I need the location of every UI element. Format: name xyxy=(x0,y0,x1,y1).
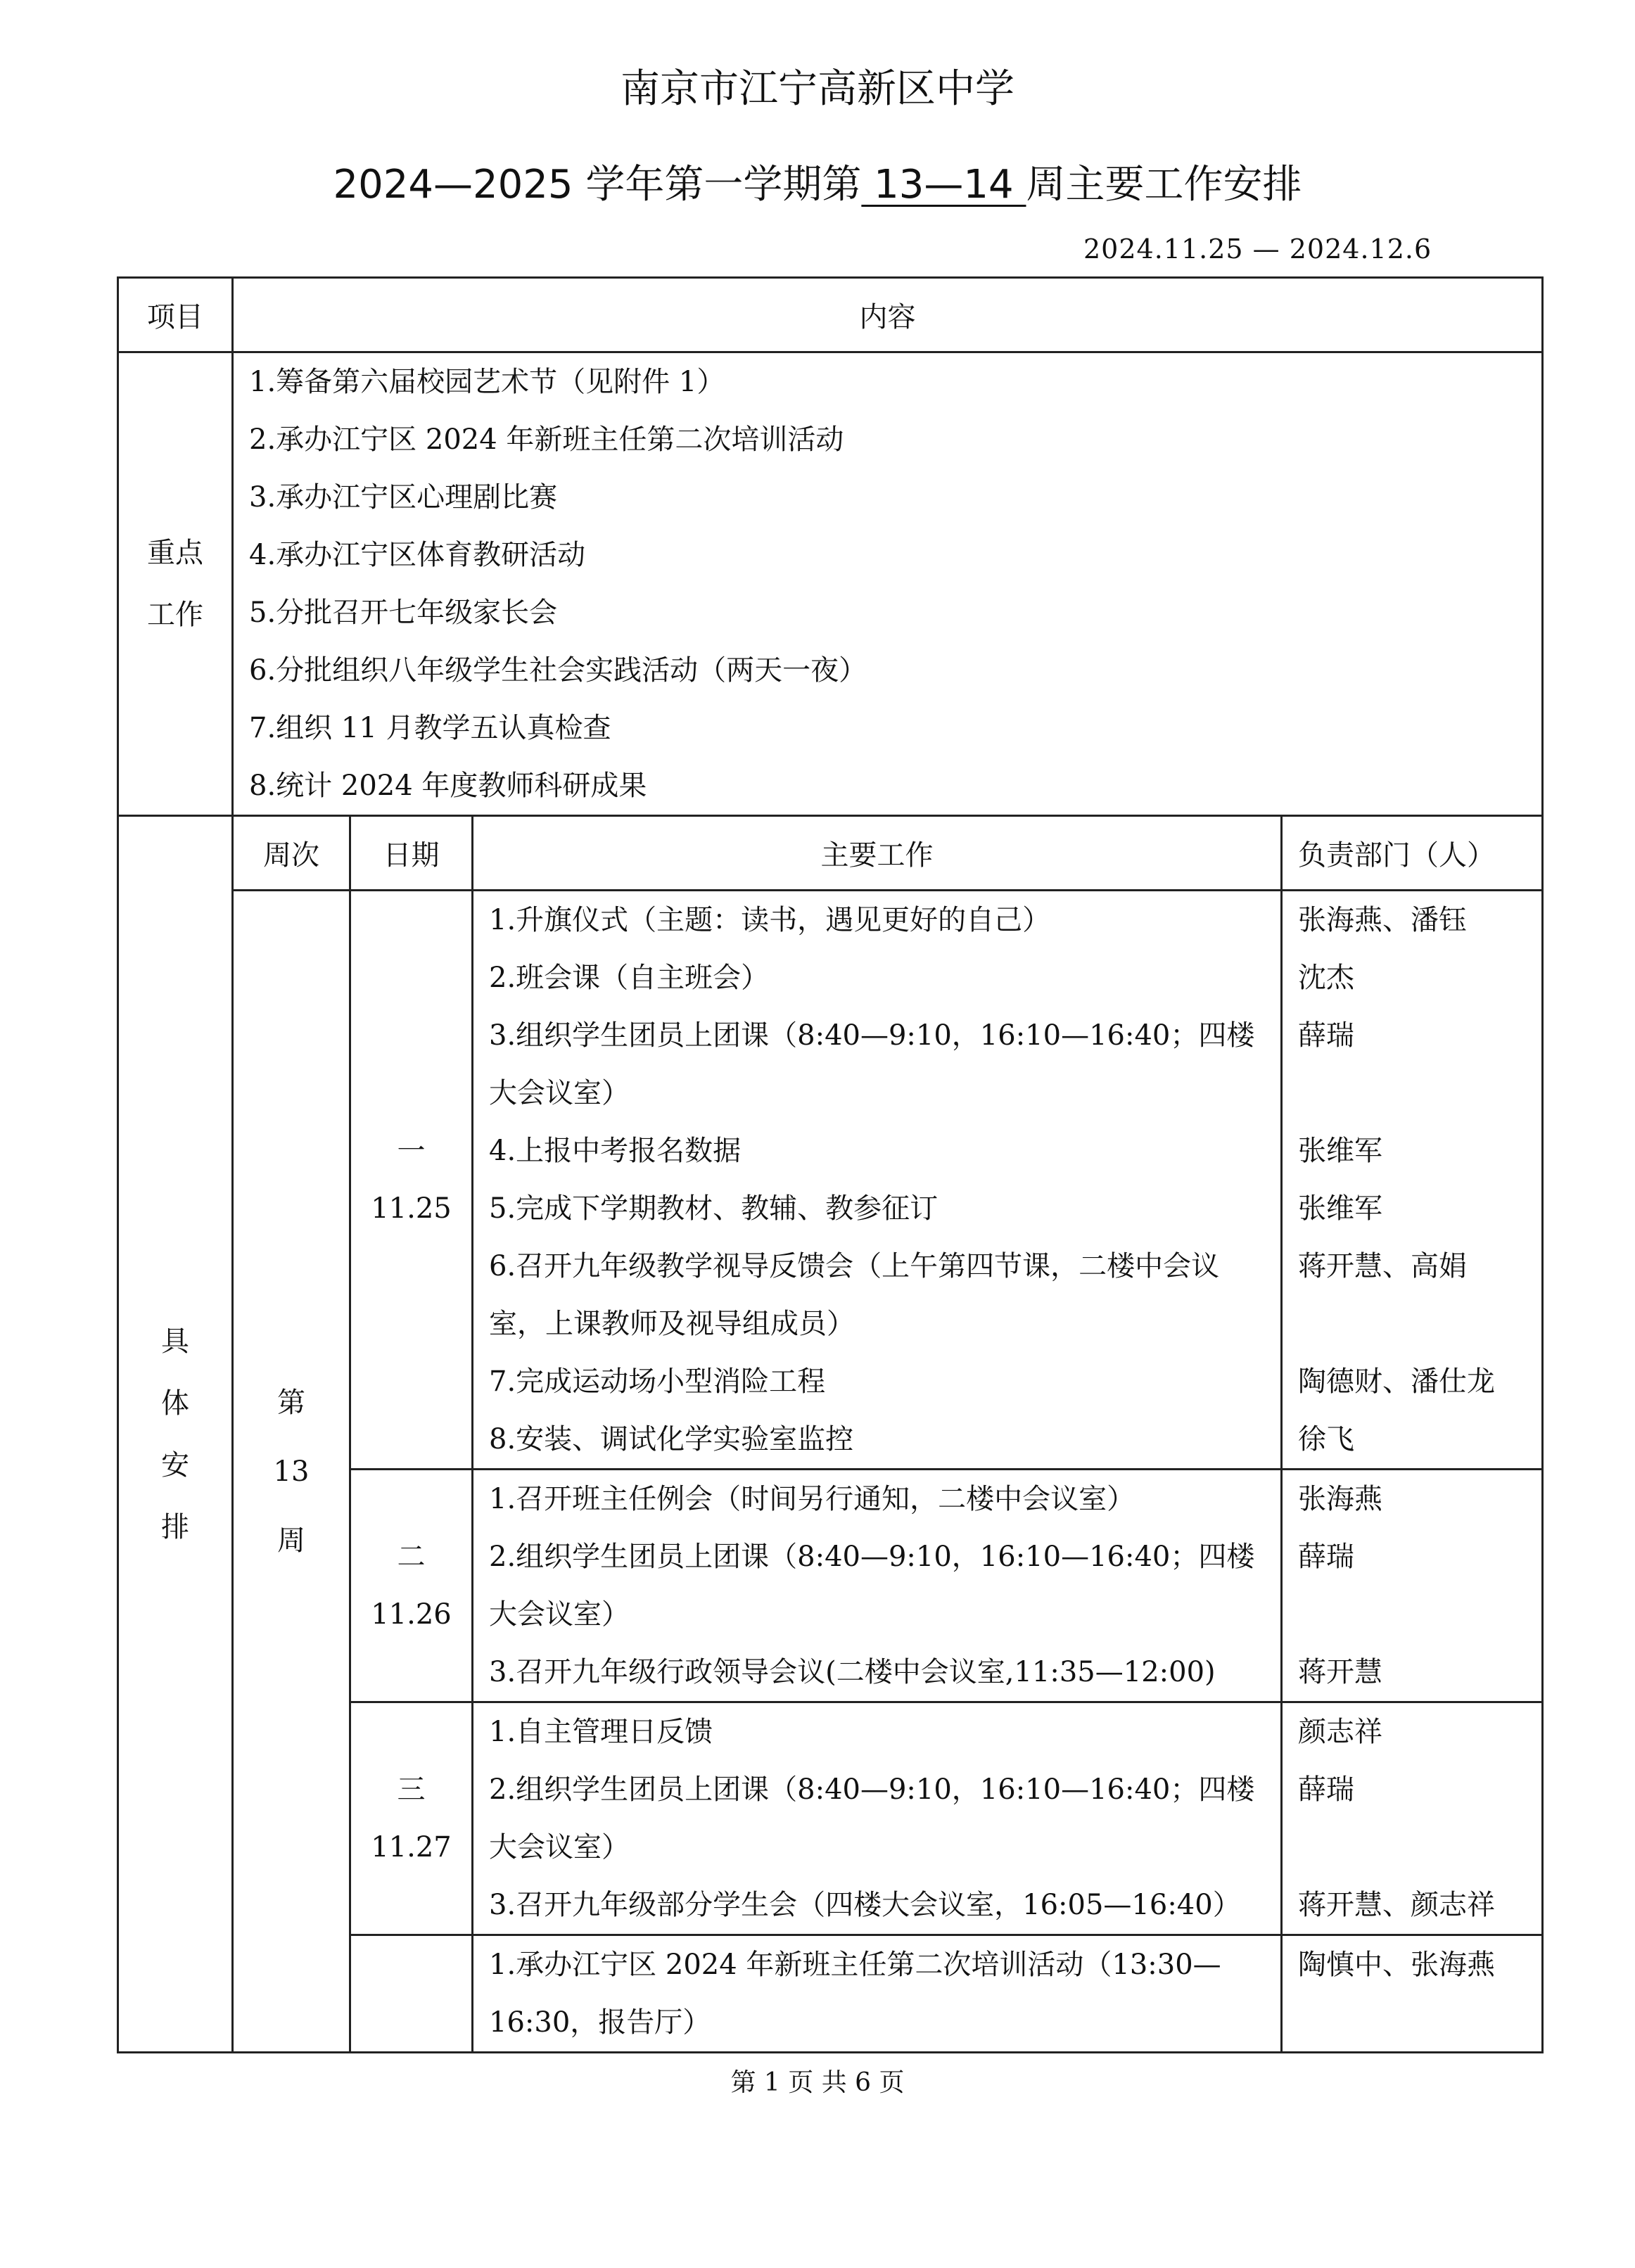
subtitle-weeks: 13—14 xyxy=(861,162,1026,208)
key-work-label-line1: 重点 xyxy=(147,537,203,569)
key-work-label-line2: 工作 xyxy=(147,599,203,631)
dept-line xyxy=(1298,1818,1541,1876)
dept-cell xyxy=(1282,1935,1543,2053)
document-title: 南京市江宁高新区中学 xyxy=(621,66,1014,112)
key-work-item: 3.承办江宁区心理剧比赛 xyxy=(249,481,558,514)
day-date: 11.25 xyxy=(371,1192,452,1225)
work-line: 1.承办江宁区 2024 年新班主任第二次培训活动（13:30— xyxy=(489,1949,1221,1981)
dept-cell xyxy=(1282,1702,1543,1935)
dept-line: 陶慎中、张海燕 xyxy=(1298,1949,1495,1981)
dept-cell xyxy=(1282,1470,1543,1702)
dept-line: 张海燕、潘钰 xyxy=(1298,904,1467,936)
work-line: 1.自主管理日反馈 xyxy=(489,1716,713,1748)
document-subtitle xyxy=(0,153,1635,210)
subtitle-suffix: 周主要工作安排 xyxy=(1026,162,1302,208)
day-cell xyxy=(350,1470,473,1702)
schedule-label-char: 排 xyxy=(161,1510,189,1543)
dept-line: 张维军 xyxy=(1298,1192,1382,1225)
schedule-label-char: 安 xyxy=(161,1448,189,1482)
dept-line: 薛瑞 xyxy=(1298,1773,1354,1806)
work-line: 16:30，报告厅） xyxy=(489,2006,711,2039)
work-line: 2.班会课（自主班会） xyxy=(489,962,770,994)
dept-line: 陶德财、潘仕龙 xyxy=(1298,1365,1495,1398)
week-label-part: 13 xyxy=(273,1455,310,1488)
col-date: 日期 xyxy=(350,816,473,891)
col-week: 周次 xyxy=(233,816,350,891)
work-line: 大会议室） xyxy=(489,1598,630,1631)
week-label-part: 第 xyxy=(277,1386,305,1419)
schedule-header-row xyxy=(118,816,1543,891)
dept-line xyxy=(1298,1295,1541,1353)
col-work: 主要工作 xyxy=(473,816,1282,891)
key-work-item: 7.组织 11 月教学五认真检查 xyxy=(249,712,611,744)
key-work-list xyxy=(233,352,1543,816)
work-cell xyxy=(473,1702,1282,1935)
dept-line xyxy=(1298,1994,1541,2051)
header-row xyxy=(118,278,1543,352)
work-line: 2.组织学生团员上团课（8:40—9:10，16:10—16:40；四楼 xyxy=(489,1773,1255,1806)
work-line: 3.组织学生团员上团课（8:40—9:10，16:10—16:40；四楼 xyxy=(489,1019,1255,1052)
page-footer: 第 1 页 共 6 页 xyxy=(730,2068,905,2097)
dept-line: 颜志祥 xyxy=(1298,1716,1382,1748)
work-line: 8.安装、调试化学实验室监控 xyxy=(489,1423,854,1455)
key-work-item: 4.承办江宁区体育教研活动 xyxy=(249,539,586,571)
header-item: 项目 xyxy=(118,278,233,352)
dept-line xyxy=(1298,1064,1541,1122)
key-work-item: 8.统计 2024 年度教师科研成果 xyxy=(249,770,647,802)
day-weekday: 一 xyxy=(397,1135,426,1167)
key-work-item: 5.分批召开七年级家长会 xyxy=(249,597,558,629)
week-cell xyxy=(233,891,350,2053)
dept-line: 薛瑞 xyxy=(1298,1019,1354,1052)
day-date: 11.27 xyxy=(371,1831,452,1864)
key-work-item: 1.筹备第六届校园艺术节（见附件 1） xyxy=(249,366,725,398)
day-weekday: 三 xyxy=(397,1773,426,1806)
schedule-label-char: 具 xyxy=(161,1325,189,1358)
key-work-row xyxy=(118,352,1543,816)
dept-line: 张维军 xyxy=(1298,1135,1382,1167)
work-line: 7.完成运动场小型消险工程 xyxy=(489,1365,826,1398)
work-line: 5.完成下学期教材、教辅、教参征订 xyxy=(489,1192,939,1225)
work-line: 1.召开班主任例会（时间另行通知，二楼中会议室） xyxy=(489,1483,1135,1515)
work-line: 大会议室） xyxy=(489,1077,630,1109)
date-range: 2024.11.25 — 2024.12.6 xyxy=(1083,234,1432,265)
work-line: 4.上报中考报名数据 xyxy=(489,1135,742,1167)
dept-cell xyxy=(1282,891,1543,1470)
key-work-item: 2.承办江宁区 2024 年新班主任第二次培训活动 xyxy=(249,423,844,456)
dept-line: 蒋开慧、颜志祥 xyxy=(1298,1889,1495,1921)
dept-line: 薛瑞 xyxy=(1298,1541,1354,1573)
work-line: 3.召开九年级部分学生会（四楼大会议室，16:05—16:40） xyxy=(489,1889,1241,1921)
day-cell xyxy=(350,1935,473,2053)
day-cell xyxy=(350,891,473,1470)
work-line: 1.升旗仪式（主题：读书，遇见更好的自己） xyxy=(489,904,1051,936)
col-dept: 负责部门（人） xyxy=(1282,816,1543,891)
subtitle-prefix: 2024—2025 学年第一学期第 xyxy=(333,162,862,208)
work-line: 2.组织学生团员上团课（8:40—9:10，16:10—16:40；四楼 xyxy=(489,1541,1255,1573)
dept-line: 蒋开慧、高娟 xyxy=(1298,1250,1467,1282)
key-work-label xyxy=(118,352,233,816)
work-line: 3.召开九年级行政领导会议(二楼中会议室,11:35—12:00) xyxy=(489,1656,1216,1688)
dept-line: 徐飞 xyxy=(1298,1423,1354,1455)
work-cell xyxy=(473,1470,1282,1702)
work-line: 大会议室） xyxy=(489,1831,630,1864)
dept-line xyxy=(1298,1586,1541,1643)
day-cell xyxy=(350,1702,473,1935)
dept-line: 蒋开慧 xyxy=(1298,1656,1382,1688)
work-line: 6.召开九年级教学视导反馈会（上午第四节课，二楼中会议 xyxy=(489,1250,1220,1282)
schedule-label xyxy=(118,816,233,2053)
work-line: 室，上课教师及视导组成员） xyxy=(489,1308,855,1340)
work-cell xyxy=(473,1935,1282,2053)
dept-line: 张海燕 xyxy=(1298,1483,1382,1515)
day-date: 11.26 xyxy=(371,1598,452,1631)
key-work-item: 6.分批组织八年级学生社会实践活动（两天一夜） xyxy=(249,654,867,687)
header-content: 内容 xyxy=(233,278,1543,352)
dept-line: 沈杰 xyxy=(1298,962,1354,994)
week-label-part: 周 xyxy=(277,1524,305,1557)
day-row xyxy=(118,891,1543,1470)
schedule-label-char: 体 xyxy=(161,1387,189,1420)
schedule-table xyxy=(117,276,1544,2053)
day-weekday: 二 xyxy=(397,1541,426,1573)
work-cell xyxy=(473,891,1282,1470)
